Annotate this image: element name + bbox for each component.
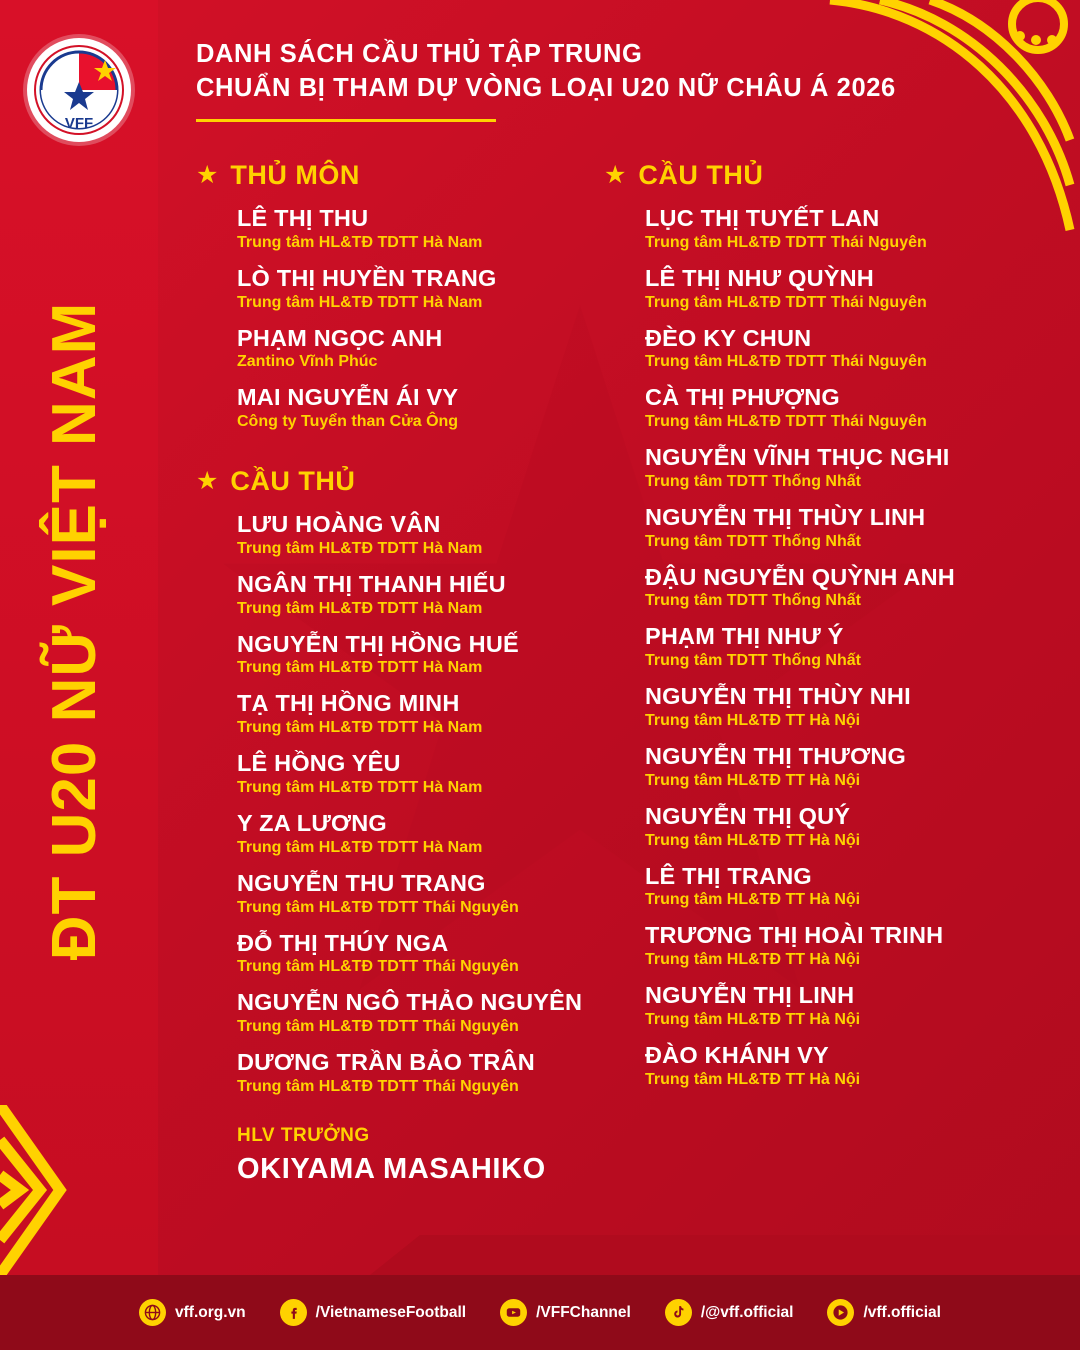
player-name: LÊ THỊ THU xyxy=(237,205,369,231)
star-icon: ★ xyxy=(196,161,219,189)
player-club: Trung tâm TDTT Thống Nhất xyxy=(645,472,861,490)
list-item xyxy=(237,265,596,313)
player-name: DƯƠNG TRẦN BẢO TRÂN xyxy=(237,1049,535,1076)
player-club: Trung tâm TDTT Thống Nhất xyxy=(645,592,861,610)
player-club: Trung tâm HL&TĐ TT Hà Nội xyxy=(645,712,861,730)
section-outfield-right xyxy=(604,160,1004,1090)
list-item xyxy=(237,930,596,978)
list-item xyxy=(237,870,596,918)
player-club: Trung tâm HL&TĐ TDTT Hà Nam xyxy=(237,599,483,617)
player-name: NGUYỄN VĨNH THỤC NGHI xyxy=(645,444,950,471)
player-name: ĐÀO KHÁNH VY xyxy=(645,1041,829,1068)
list-item xyxy=(237,571,596,619)
player-club: Trung tâm HL&TĐ TT Hà Nội xyxy=(645,1070,861,1088)
footer-label: vff.org.vn xyxy=(175,1303,246,1321)
footer-bar xyxy=(0,1275,1080,1350)
player-name: LÊ HỒNG YÊU xyxy=(237,750,401,777)
section-outfield-left xyxy=(196,466,596,1097)
player-name: LÊ THỊ TRANG xyxy=(645,862,812,889)
player-club: Trung tâm HL&TĐ TT Hà Nội xyxy=(645,831,861,849)
player-list xyxy=(237,205,596,432)
player-name: NGUYỄN THU TRANG xyxy=(237,869,486,896)
list-item xyxy=(237,325,596,373)
play-icon xyxy=(827,1299,854,1326)
player-club: Trung tâm HL&TĐ TDTT Hà Nam xyxy=(237,293,483,311)
bottom-accent xyxy=(0,1235,1080,1275)
player-club: Trung tâm HL&TĐ TT Hà Nội xyxy=(645,891,861,909)
list-item xyxy=(645,444,1004,492)
list-item xyxy=(645,384,1004,432)
player-name: MAI NGUYỄN ÁI VY xyxy=(237,384,459,411)
footer-label: /VietnameseFootball xyxy=(315,1303,467,1321)
section-title: THỦ MÔN xyxy=(230,160,360,190)
player-name: TẠ THỊ HỒNG MINH xyxy=(237,690,460,717)
list-item xyxy=(645,265,1004,313)
list-item xyxy=(645,623,1004,671)
list-item xyxy=(645,743,1004,791)
vff-logo xyxy=(27,38,131,142)
list-item xyxy=(645,564,1004,612)
section-title: CẦU THỦ xyxy=(638,160,764,190)
player-name: LỤC THỊ TUYẾT LAN xyxy=(645,205,880,231)
footer-item-facebook[interactable] xyxy=(280,1299,466,1326)
list-item xyxy=(237,690,596,738)
list-item xyxy=(645,325,1004,373)
list-item xyxy=(645,982,1004,1030)
player-club: Trung tâm HL&TĐ TDTT Thái Nguyên xyxy=(237,1018,519,1036)
player-list xyxy=(237,511,596,1097)
player-name: LÊ THỊ NHƯ QUỲNH xyxy=(645,264,874,291)
list-item xyxy=(237,989,596,1037)
list-item xyxy=(645,1042,1004,1090)
left-band xyxy=(0,0,158,1277)
player-name: NGUYỄN THỊ LINH xyxy=(645,982,855,1009)
coach-label: HLV TRƯỞNG xyxy=(237,1125,370,1146)
player-name: CÀ THỊ PHƯỢNG xyxy=(645,384,840,411)
player-name: ĐẬU NGUYỄN QUỲNH ANH xyxy=(645,563,955,590)
list-item xyxy=(645,504,1004,552)
facebook-icon xyxy=(280,1299,307,1326)
player-name: NGUYỄN NGÔ THẢO NGUYÊN xyxy=(237,989,583,1016)
footer-label: /VFFChannel xyxy=(536,1303,631,1321)
roster-column-left xyxy=(196,160,596,1109)
header-divider xyxy=(196,119,496,122)
player-club: Trung tâm HL&TĐ TDTT Thái Nguyên xyxy=(237,958,519,976)
star-icon: ★ xyxy=(196,467,219,496)
player-club: Trung tâm HL&TĐ TDTT Hà Nam xyxy=(237,539,483,557)
player-name: LƯU HOÀNG VÂN xyxy=(237,511,441,538)
player-club: Trung tâm HL&TĐ TDTT Thái Nguyên xyxy=(237,1077,519,1095)
coach-block xyxy=(237,1125,546,1186)
player-name: LÒ THỊ HUYỀN TRANG xyxy=(237,264,497,291)
player-club: Trung tâm HL&TĐ TDTT Hà Nam xyxy=(237,659,483,677)
list-item xyxy=(237,205,596,253)
player-club: Trung tâm TDTT Thống Nhất xyxy=(645,652,861,670)
list-item xyxy=(645,863,1004,911)
footer-label: /@vff.official xyxy=(700,1303,794,1321)
globe-icon xyxy=(139,1299,166,1326)
player-name: PHẠM NGỌC ANH xyxy=(237,324,443,351)
player-club: Trung tâm HL&TĐ TT Hà Nội xyxy=(645,951,861,969)
list-item xyxy=(237,631,596,679)
player-name: Y ZA LƯƠNG xyxy=(237,810,387,837)
player-name: ĐỖ THỊ THÚY NGA xyxy=(237,929,449,956)
roster-column-right xyxy=(604,160,1004,1102)
player-club: Công ty Tuyển than Cửa Ông xyxy=(237,413,459,431)
player-name: NGUYỄN THỊ THƯƠNG xyxy=(645,743,906,770)
player-club: Trung tâm HL&TĐ TDTT Thái Nguyên xyxy=(645,293,927,311)
list-item xyxy=(237,1049,596,1097)
player-list xyxy=(645,205,1004,1090)
player-club: Trung tâm TDTT Thống Nhất xyxy=(645,532,861,550)
player-club: Zantino Vĩnh Phúc xyxy=(237,353,378,371)
section-header xyxy=(196,160,596,191)
player-club: Trung tâm HL&TĐ TDTT Hà Nam xyxy=(237,719,483,737)
player-name: PHẠM THỊ NHƯ Ý xyxy=(645,623,844,650)
list-item xyxy=(645,922,1004,970)
player-name: ĐÈO KY CHUN xyxy=(645,324,812,351)
star-icon: ★ xyxy=(604,161,627,189)
player-club: Trung tâm HL&TĐ TDTT Thái Nguyên xyxy=(237,898,519,916)
footer-item-play[interactable] xyxy=(827,1299,941,1326)
list-item xyxy=(237,750,596,798)
player-club: Trung tâm HL&TĐ TT Hà Nội xyxy=(645,771,861,789)
player-club: Trung tâm HL&TĐ TDTT Thái Nguyên xyxy=(645,233,927,251)
header-line-2: CHUẨN BỊ THAM DỰ VÒNG LOẠI U20 NỮ CHÂU Á 2026 xyxy=(196,73,896,102)
list-item xyxy=(237,511,596,559)
header-title xyxy=(196,38,896,105)
player-club: Trung tâm HL&TĐ TDTT Hà Nam xyxy=(237,233,483,251)
footer-item-website[interactable] xyxy=(139,1299,246,1326)
player-name: NGUYỄN THỊ QUÝ xyxy=(645,802,851,829)
section-goalkeepers xyxy=(196,160,596,432)
list-item xyxy=(237,810,596,858)
section-header xyxy=(604,160,1004,191)
player-club: Trung tâm HL&TĐ TDTT Thái Nguyên xyxy=(645,413,927,431)
player-name: TRƯƠNG THỊ HOÀI TRINH xyxy=(645,922,944,949)
poster-header xyxy=(196,38,896,122)
player-name: NGÂN THỊ THANH HIẾU xyxy=(237,570,506,597)
player-name: NGUYỄN THỊ HỒNG HUẾ xyxy=(237,630,519,657)
section-spacer xyxy=(196,444,596,466)
player-name: NGUYỄN THỊ THÙY NHI xyxy=(645,683,911,710)
vertical-team-title: ĐT U20 NỮ VIỆT NAM xyxy=(40,301,109,961)
list-item xyxy=(645,683,1004,731)
player-club: Trung tâm HL&TĐ TDTT Hà Nam xyxy=(237,779,483,797)
coach-name: OKIYAMA MASAHIKO xyxy=(237,1153,546,1185)
footer-label: /vff.official xyxy=(863,1303,941,1321)
footer-item-tiktok[interactable] xyxy=(665,1299,794,1326)
list-item xyxy=(237,384,596,432)
list-item xyxy=(645,803,1004,851)
player-name: NGUYỄN THỊ THÙY LINH xyxy=(645,503,926,530)
tiktok-icon xyxy=(665,1299,692,1326)
section-header xyxy=(196,466,596,497)
youtube-icon xyxy=(500,1299,527,1326)
footer-item-youtube[interactable] xyxy=(500,1299,631,1326)
player-club: Trung tâm HL&TĐ TT Hà Nội xyxy=(645,1010,861,1028)
svg-text:VFF: VFF xyxy=(64,115,94,132)
player-club: Trung tâm HL&TĐ TDTT Thái Nguyên xyxy=(645,353,927,371)
player-club: Trung tâm HL&TĐ TDTT Hà Nam xyxy=(237,838,483,856)
section-title: CẦU THỦ xyxy=(230,466,356,497)
header-line-1: DANH SÁCH CẦU THỦ TẬP TRUNG xyxy=(196,40,643,68)
list-item xyxy=(645,205,1004,253)
